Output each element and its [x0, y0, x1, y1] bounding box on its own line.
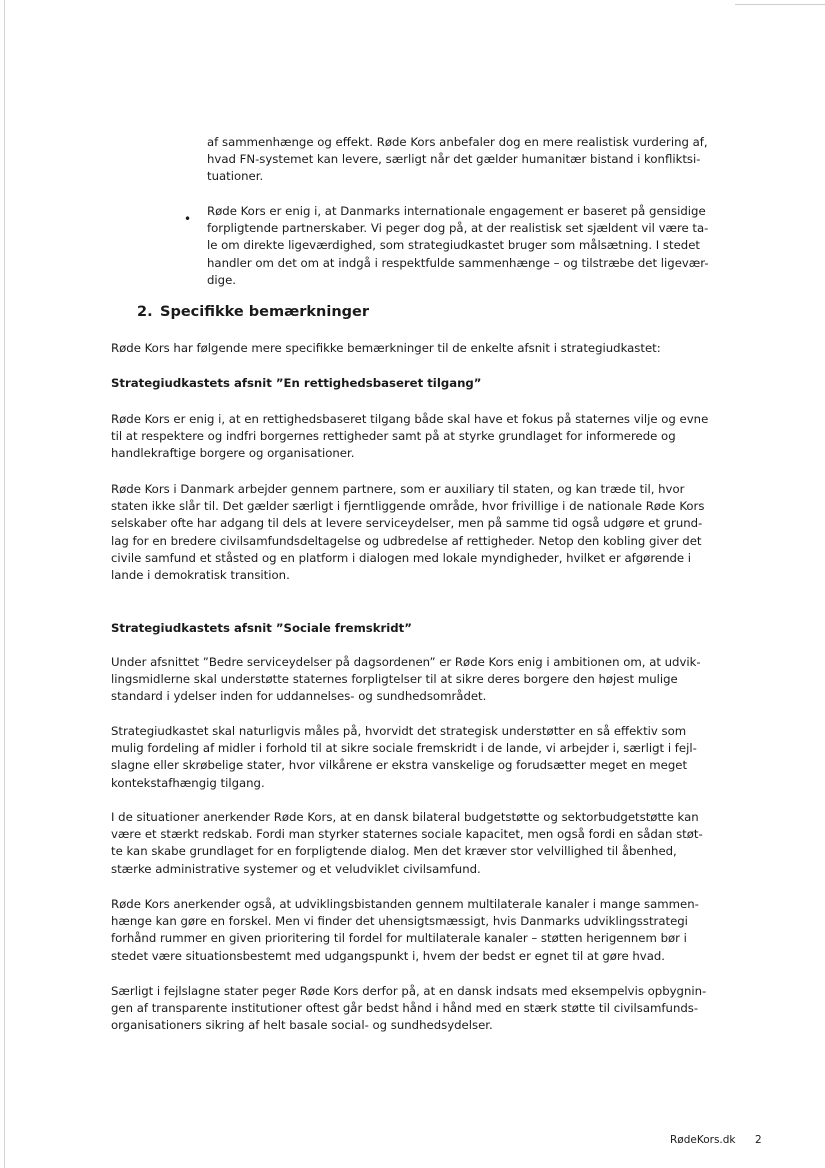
- intro-continuation: [207, 134, 708, 186]
- subsection-heading-rights: Strategiudkastets afsnit ”En rettighedsbaseret tilgang”: [111, 376, 482, 390]
- bullet-item: [207, 203, 709, 289]
- paragraph: [111, 983, 706, 1035]
- text-line: Røde Kors er enig i, at Danmarks internationale engagement er baseret på gensidige: [207, 204, 706, 218]
- page-number: 2: [755, 1134, 762, 1146]
- text-line: standard i ydelser inden for uddannelses- og sundhedsområdet.: [111, 689, 487, 704]
- text-line: Særligt i fejlslagne stater peger Røde Kors derfor på, at en dansk indsats med eksempelvis opbygnin-: [111, 984, 707, 998]
- text-line: tuationer.: [207, 169, 264, 184]
- bullet-marker: •: [184, 212, 192, 226]
- text-line: te kan skabe grundlaget for en forpligtende dialog. Men det kræver stor velvillighed til åbenhed,: [111, 844, 677, 859]
- text-line: forhånd rummer en given prioritering til fordel for multilaterale kanaler – støtten herigennem bør i: [111, 931, 687, 946]
- paragraph: [111, 654, 701, 706]
- text-line: lag for en bredere civilsamfundsdeltagelse og udbredelse af rettigheder. Netop den kobling giver det: [111, 533, 702, 548]
- section-number: 2.: [137, 304, 153, 320]
- text-line: gen af transparente institutioner oftest går bedst hånd i hånd med en stærk støtte til civilsamfunds-: [111, 1001, 699, 1016]
- text-line: forpligtende partnerskaber. Vi peger dog på, at der realistisk set sjældent vil være ta-: [207, 221, 709, 236]
- text-line: stærke administrative systemer og et veludviklet civilsamfund.: [111, 861, 481, 876]
- text-line: stedet være situationsbestemt med udgangspunkt i, hvem der bedst er egnet til at gøre hvad.: [111, 948, 666, 963]
- text-line: Røde Kors i Danmark arbejder gennem partnere, som er auxiliary til staten, og kan træde til, hvor: [111, 482, 685, 496]
- text-line: hænge kan gøre en forskel. Men vi finder det uhensigtsmæssigt, hvis Danmarks udviklingsstrategi: [111, 914, 688, 929]
- text-line: selskaber ofte har adgang til dels at levere serviceydelser, men på samme tid også udgøre et grund-: [111, 516, 703, 531]
- section-heading: [137, 304, 369, 320]
- text-line: være et stærkt redskab. Fordi man styrker staternes sociale kapacitet, men også fordi en sådan støt-: [111, 827, 703, 842]
- text-line: civile samfund et ståsted og en platform i dialogen med lokale myndigheder, hvilket er afgørende i: [111, 550, 692, 565]
- text-line: mulig fordeling af midler i forhold til at sikre sociale fremskridt i de lande, vi arbejder i, særligt i fejl-: [111, 741, 697, 756]
- scan-edge-line-top: [735, 4, 825, 5]
- text-line: kontekstafhængig tilgang.: [111, 775, 265, 790]
- text-line: slagne eller skrøbelige stater, hvor vilkårene er ekstra vanskelige og forudsætter meget en meget: [111, 758, 688, 773]
- text-line: til at respektere og indfri borgernes rettigheder samt på at styrke grundlaget for informerede og: [111, 429, 676, 444]
- paragraph: [111, 896, 699, 965]
- text-line: dige.: [207, 272, 236, 287]
- text-line: I de situationer anerkender Røde Kors, at en dansk bilateral budgetstøtte og sektorbudgetstøtte kan: [111, 810, 699, 824]
- text-line: Røde Kors har følgende mere specifikke bemærkninger til de enkelte afsnit i strategiudkastet:: [111, 341, 661, 355]
- text-line: Røde Kors anerkender også, at udviklingsbistanden gennem multilaterale kanaler i mange sammen-: [111, 897, 699, 911]
- text-line: Under afsnittet ”Bedre serviceydelser på dagsordenen” er Røde Kors enig i ambitionen om, at udvik-: [111, 655, 701, 669]
- text-line: af sammenhænge og effekt. Røde Kors anbefaler dog en mere realistisk vurdering af,: [207, 135, 708, 149]
- text-line: handler om det om at indgå i respektfulde sammenhænge – og tilstræbe det ligevær-: [207, 255, 709, 270]
- text-line: lande i demokratisk transition.: [111, 568, 290, 583]
- footer-site: RødeKors.dk: [670, 1134, 736, 1146]
- text-line: le om direkte ligeværdighed, som strategiudkastet bruger som målsætning. I stedet: [207, 238, 700, 253]
- subsection-heading-social: Strategiudkastets afsnit ”Sociale fremskridt”: [111, 621, 412, 635]
- text-line: Røde Kors er enig i, at en rettighedsbaseret tilgang både skal have et fokus på staternes vilje og evne: [111, 412, 709, 426]
- text-line: staten ikke slår til. Det gælder særligt i fjerntliggende område, hvor frivillige i de nationale Røde Kors: [111, 499, 705, 514]
- text-line: organisationers sikring af helt basale social- og sundhedsydelser.: [111, 1018, 493, 1033]
- paragraph: [111, 481, 704, 584]
- text-line: Strategiudkastet skal naturligvis måles på, hvorvidt det strategisk understøtter en så effektiv som: [111, 724, 687, 738]
- paragraph: [111, 411, 708, 463]
- section-title: Specifikke bemærkninger: [160, 304, 370, 320]
- paragraph: [111, 809, 703, 878]
- paragraph: [111, 723, 697, 792]
- scan-edge-line: [4, 0, 5, 1168]
- text-line: handlekraftige borgere og organisationer.: [111, 446, 355, 461]
- text-line: lingsmidlerne skal understøtte staternes forpligtelser til at sikre deres borgere den højest mulige: [111, 672, 678, 687]
- section-intro: [111, 340, 661, 357]
- text-line: hvad FN-systemet kan levere, særligt når det gælder humanitær bistand i konfliktsi-: [207, 152, 701, 167]
